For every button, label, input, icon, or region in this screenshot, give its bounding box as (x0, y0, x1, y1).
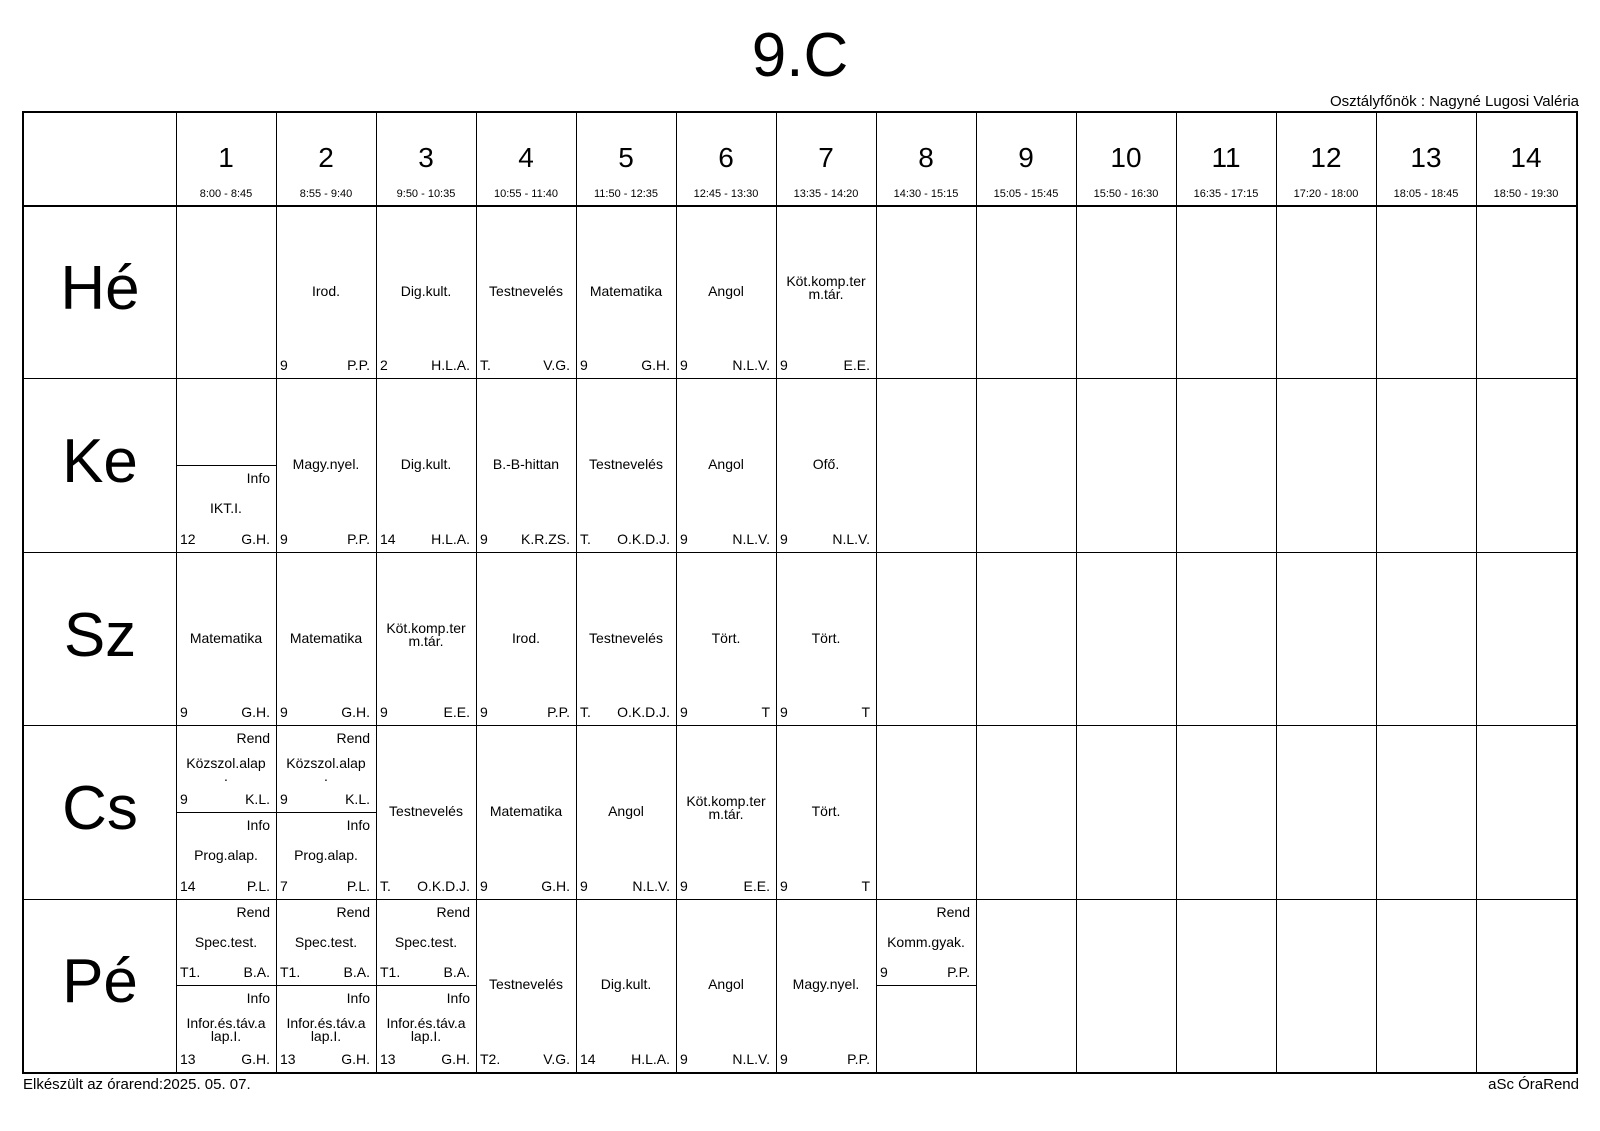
period-number: 14 (1510, 142, 1542, 173)
lesson-subject: Tört. (811, 629, 841, 646)
lesson-subject: Irod. (511, 629, 540, 646)
lesson-room: 9 (680, 530, 688, 547)
day-label: Hé (60, 253, 140, 323)
split-cell-divider (176, 465, 276, 466)
period-time: 16:35 - 17:15 (1193, 188, 1259, 200)
lesson-teacher: H.L.A. (631, 1051, 670, 1067)
lesson-subject: Dig.kult. (600, 976, 652, 993)
lesson-room: 9 (480, 530, 488, 547)
period-number: 2 (318, 142, 334, 173)
lesson-subject: Angol (708, 456, 744, 473)
period-column-divider (476, 113, 477, 1072)
lesson-room: 9 (180, 790, 188, 807)
lesson-subject: Testnevelés (589, 629, 663, 646)
lesson-room: T. (580, 530, 591, 547)
lesson-subject: Köt.komp.ter m.tár. (386, 619, 466, 649)
lesson-teacher: P.P. (347, 357, 370, 374)
class-title: 9.C (751, 21, 849, 90)
period-column-divider (276, 113, 277, 1072)
lesson-teacher: P.L. (246, 877, 270, 894)
lesson-subject: Közszol.alap . (186, 754, 266, 784)
header-row-divider (24, 205, 1576, 207)
lesson-subject: Spec.test. (294, 933, 358, 950)
lesson-room: 13 (380, 1051, 396, 1067)
lesson-teacher: B.A. (243, 964, 270, 981)
lesson-teacher: N.L.V. (732, 357, 770, 374)
lesson-room: 9 (380, 704, 388, 721)
lesson-teacher: T (861, 877, 870, 894)
lesson-subject: Testnevelés (489, 282, 563, 299)
lesson-group: Info (246, 470, 270, 487)
lesson-subject: Közszol.alap . (286, 754, 366, 784)
lesson-subject: Angol (708, 976, 744, 993)
lesson-subject: Matematika (489, 802, 563, 819)
lesson-subject: Prog.alap. (294, 847, 358, 864)
lesson-subject: B.-B-hittan (492, 456, 560, 473)
lesson-room: 9 (780, 1051, 788, 1067)
period-time: 14:30 - 15:15 (893, 188, 959, 200)
period-column-divider (976, 113, 977, 1072)
lesson-room: 9 (680, 357, 688, 374)
lesson-teacher: B.A. (443, 964, 470, 981)
lesson-room: 12 (180, 530, 196, 547)
lesson-teacher: P.P. (347, 530, 370, 547)
lesson-subject: Köt.komp.ter m.tár. (686, 792, 766, 822)
period-column-divider (876, 113, 877, 1072)
lesson-subject: Testnevelés (489, 976, 563, 993)
lesson-room: T1. (380, 964, 401, 981)
lesson-group: Info (446, 990, 470, 1007)
day-label: Sz (63, 600, 137, 670)
lesson-group: Info (346, 990, 370, 1007)
software-name: aSc ÓraRend (1488, 1076, 1579, 1093)
lesson-room: 9 (680, 877, 688, 894)
lesson-subject: Infor.és.táv.a lap.I. (286, 1014, 366, 1044)
lesson-teacher: G.H. (541, 877, 570, 894)
lesson-subject: Spec.test. (394, 933, 458, 950)
period-number: 10 (1110, 142, 1142, 173)
lesson-subject: Magy.nyel. (292, 456, 360, 473)
period-time: 8:00 - 8:45 (199, 188, 253, 200)
lesson-subject: Testnevelés (389, 802, 463, 819)
lesson-teacher: P.P. (547, 704, 570, 721)
period-time: 12:45 - 13:30 (693, 188, 759, 200)
lesson-subject: Tört. (711, 629, 741, 646)
period-column-divider (1376, 113, 1377, 1072)
lesson-teacher: N.L.V. (732, 530, 770, 547)
lesson-room: 9 (480, 704, 488, 721)
lesson-teacher: O.K.D.J. (417, 877, 470, 894)
lesson-subject: Spec.test. (194, 933, 258, 950)
lesson-teacher: K.L. (345, 790, 370, 807)
lesson-room: 9 (280, 357, 288, 374)
lesson-room: 9 (780, 357, 788, 374)
lesson-room: 9 (280, 704, 288, 721)
period-column-divider (1476, 113, 1477, 1072)
lesson-room: 9 (780, 704, 788, 721)
period-time: 17:20 - 18:00 (1293, 188, 1359, 200)
lesson-group: Info (246, 816, 270, 833)
day-row-divider (24, 552, 1576, 553)
day-row-divider (24, 725, 1576, 726)
period-number: 12 (1310, 142, 1342, 173)
period-number: 1 (218, 142, 234, 173)
split-cell-divider (176, 985, 276, 986)
head-teacher-label: Osztályfőnök : Nagyné Lugosi Valéria (1329, 93, 1579, 110)
lesson-group: Rend (336, 730, 370, 747)
period-time: 8:55 - 9:40 (299, 188, 353, 200)
lesson-room: 9 (680, 704, 688, 721)
lesson-room: 9 (280, 530, 288, 547)
period-column-divider (376, 113, 377, 1072)
lesson-group: Rend (936, 903, 970, 920)
lesson-room: 9 (580, 357, 588, 374)
split-cell-divider (376, 985, 476, 986)
lesson-room: 9 (680, 1051, 688, 1067)
lesson-subject: Matematika (289, 629, 363, 646)
lesson-teacher: G.H. (341, 1051, 370, 1067)
lesson-room: 9 (180, 704, 188, 721)
period-time: 18:50 - 19:30 (1493, 188, 1559, 200)
period-time: 11:50 - 12:35 (593, 188, 658, 200)
period-number: 6 (718, 142, 734, 173)
lesson-subject: Magy.nyel. (792, 976, 860, 993)
lesson-group: Info (346, 816, 370, 833)
lesson-teacher: G.H. (241, 1051, 270, 1067)
lesson-subject: Prog.alap. (194, 847, 258, 864)
period-column-divider (1276, 113, 1277, 1072)
lesson-teacher: V.G. (543, 357, 570, 374)
lesson-subject: Dig.kult. (400, 456, 452, 473)
lesson-room: 13 (180, 1051, 196, 1067)
period-column-divider (1176, 113, 1177, 1072)
lesson-subject: Infor.és.táv.a lap.I. (186, 1014, 266, 1044)
period-number: 13 (1410, 142, 1442, 173)
lesson-teacher: O.K.D.J. (617, 530, 670, 547)
period-number: 5 (618, 142, 634, 173)
lesson-subject: IKT.I. (210, 500, 242, 517)
created-date: Elkészült az órarend:2025. 05. 07. (23, 1076, 251, 1093)
period-column-divider (676, 113, 677, 1072)
split-cell-divider (876, 985, 976, 986)
lesson-teacher: G.H. (241, 530, 270, 547)
lesson-teacher: O.K.D.J. (617, 704, 670, 721)
period-number: 4 (518, 142, 534, 173)
lesson-room: T. (380, 877, 391, 894)
lesson-teacher: P.L. (346, 877, 370, 894)
lesson-teacher: E.E. (443, 704, 470, 721)
lesson-room: 9 (580, 877, 588, 894)
lesson-teacher: H.L.A. (431, 530, 470, 547)
lesson-teacher: N.L.V. (732, 1051, 770, 1067)
lesson-group: Rend (236, 730, 270, 747)
lesson-room: 14 (380, 530, 396, 547)
lesson-room: T1. (280, 964, 301, 981)
day-row-divider (24, 378, 1576, 379)
day-label: Ke (62, 427, 138, 497)
lesson-room: T. (580, 704, 591, 721)
lesson-room: 14 (580, 1051, 596, 1067)
lesson-group: Info (246, 990, 270, 1007)
lesson-teacher: T (861, 704, 870, 721)
lesson-room: T2. (480, 1051, 501, 1067)
lesson-subject: Matematika (189, 629, 263, 646)
period-number: 11 (1211, 142, 1241, 173)
lesson-subject: Tört. (811, 802, 841, 819)
lesson-teacher: K.R.ZS. (520, 530, 570, 547)
lesson-room: T. (480, 357, 491, 374)
lesson-subject: Infor.és.táv.a lap.I. (386, 1014, 466, 1044)
period-number: 7 (818, 142, 834, 173)
lesson-teacher: N.L.V. (832, 530, 870, 547)
period-time: 15:50 - 16:30 (1093, 188, 1159, 200)
lesson-teacher: E.E. (843, 357, 870, 374)
lesson-room: 9 (280, 790, 288, 807)
split-cell-divider (276, 812, 376, 813)
lesson-teacher: G.H. (441, 1051, 470, 1067)
day-label: Pé (62, 947, 138, 1017)
lesson-group: Rend (336, 903, 370, 920)
lesson-subject: Matematika (589, 282, 663, 299)
lesson-teacher: E.E. (743, 877, 770, 894)
lesson-room: 7 (280, 877, 288, 894)
lesson-subject: Testnevelés (589, 456, 663, 473)
period-column-divider (576, 113, 577, 1072)
lesson-subject: Angol (608, 802, 644, 819)
period-time: 9:50 - 10:35 (396, 188, 456, 200)
lesson-group: Rend (236, 903, 270, 920)
period-number: 9 (1018, 142, 1034, 173)
period-column-divider (1076, 113, 1077, 1072)
lesson-room: 9 (780, 877, 788, 894)
lesson-room: 9 (780, 530, 788, 547)
timetable-grid (22, 111, 1578, 1074)
lesson-teacher: P.P. (947, 964, 970, 981)
period-number: 3 (418, 142, 434, 173)
period-time: 10:55 - 11:40 (493, 188, 558, 200)
day-label: Cs (62, 773, 138, 843)
lesson-room: 14 (180, 877, 196, 894)
lesson-subject: Ofő. (812, 456, 840, 473)
split-cell-divider (276, 985, 376, 986)
lesson-room: 13 (280, 1051, 296, 1067)
lesson-subject: Irod. (311, 282, 340, 299)
lesson-teacher: H.L.A. (431, 357, 470, 374)
lesson-subject: Angol (708, 282, 744, 299)
lesson-teacher: B.A. (343, 964, 370, 981)
period-column-divider (776, 113, 777, 1072)
period-number: 8 (918, 142, 934, 173)
lesson-teacher: T (761, 704, 770, 721)
day-row-divider (24, 899, 1576, 900)
lesson-teacher: V.G. (543, 1051, 570, 1067)
lesson-teacher: K.L. (245, 790, 270, 807)
lesson-room: 9 (480, 877, 488, 894)
lesson-subject: Komm.gyak. (887, 933, 965, 950)
period-time: 15:05 - 15:45 (993, 188, 1059, 200)
period-time: 18:05 - 18:45 (1393, 188, 1459, 200)
split-cell-divider (176, 812, 276, 813)
lesson-teacher: P.P. (847, 1051, 870, 1067)
lesson-subject: Dig.kult. (400, 282, 452, 299)
lesson-subject: Köt.komp.ter m.tár. (786, 272, 866, 302)
lesson-teacher: N.L.V. (632, 877, 670, 894)
lesson-room: 9 (880, 964, 888, 981)
lesson-teacher: G.H. (241, 704, 270, 721)
lesson-teacher: G.H. (341, 704, 370, 721)
lesson-group: Rend (436, 903, 470, 920)
lesson-room: 2 (380, 357, 388, 374)
lesson-teacher: G.H. (641, 357, 670, 374)
period-time: 13:35 - 14:20 (793, 188, 859, 200)
lesson-room: T1. (180, 964, 201, 981)
